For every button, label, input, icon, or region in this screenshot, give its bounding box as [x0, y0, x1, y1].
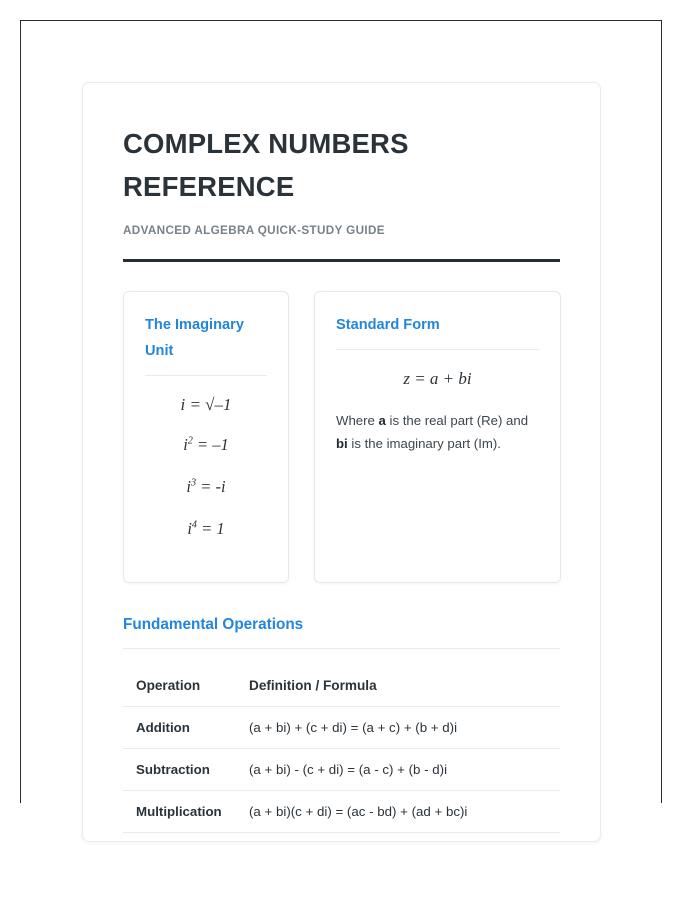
formula-standard-form: z = a + bi [403, 369, 472, 389]
standard-form-note: Where a is the real part (Re) and bi is the imaginary part (Im). [336, 413, 529, 452]
column-header-definition: Definition / Formula [249, 665, 560, 707]
table-row [123, 706, 560, 748]
formula-i-fourth: $i^4 = 1$ [187, 518, 225, 538]
card-imaginary-unit [123, 291, 289, 583]
imaginary-unit-formula-list [145, 395, 267, 539]
document-sheet [82, 82, 601, 842]
card-divider [145, 375, 267, 376]
section-divider [123, 648, 560, 649]
cell-operation-name: Addition [123, 706, 249, 748]
formula-i-squared: $i^2 = -1$ [183, 434, 229, 454]
cell-operation-definition: (a + bi) - (c + di) = (a - c) + (b - d)i [249, 748, 560, 790]
header-divider [123, 259, 560, 262]
formula-i-definition: i = √–1 [180, 394, 232, 414]
formula-i-cubed: $i^3 = -i$ [186, 476, 226, 496]
cell-operation-definition: (a + bi)(c + di) = (ac - bd) + (ad + bc)i [249, 790, 560, 832]
operations-table [123, 665, 560, 833]
card-divider [336, 349, 539, 350]
cell-operation-definition: (a + bi) + (c + di) = (a + c) + (b + d)i [249, 706, 560, 748]
cell-operation-name: Multiplication [123, 790, 249, 832]
standard-form-formula-list [336, 369, 539, 389]
card-standard-form [314, 291, 561, 583]
table-header-row [123, 665, 560, 707]
table-row [123, 748, 560, 790]
concept-card-row [123, 291, 560, 583]
card-standard-form-heading: Standard Form [336, 317, 440, 334]
page-title: COMPLEX NUMBERS REFERENCE [123, 128, 409, 202]
card-imaginary-unit-heading: The Imaginary Unit [145, 317, 244, 360]
table-row [123, 790, 560, 832]
column-header-operation: Operation [123, 665, 249, 707]
browser-viewport-frame [20, 20, 662, 819]
cell-operation-name: Subtraction [123, 748, 249, 790]
operations-section-heading: Fundamental Operations [123, 615, 304, 633]
page-subtitle: ADVANCED ALGEBRA QUICK-STUDY GUIDE [123, 224, 385, 238]
